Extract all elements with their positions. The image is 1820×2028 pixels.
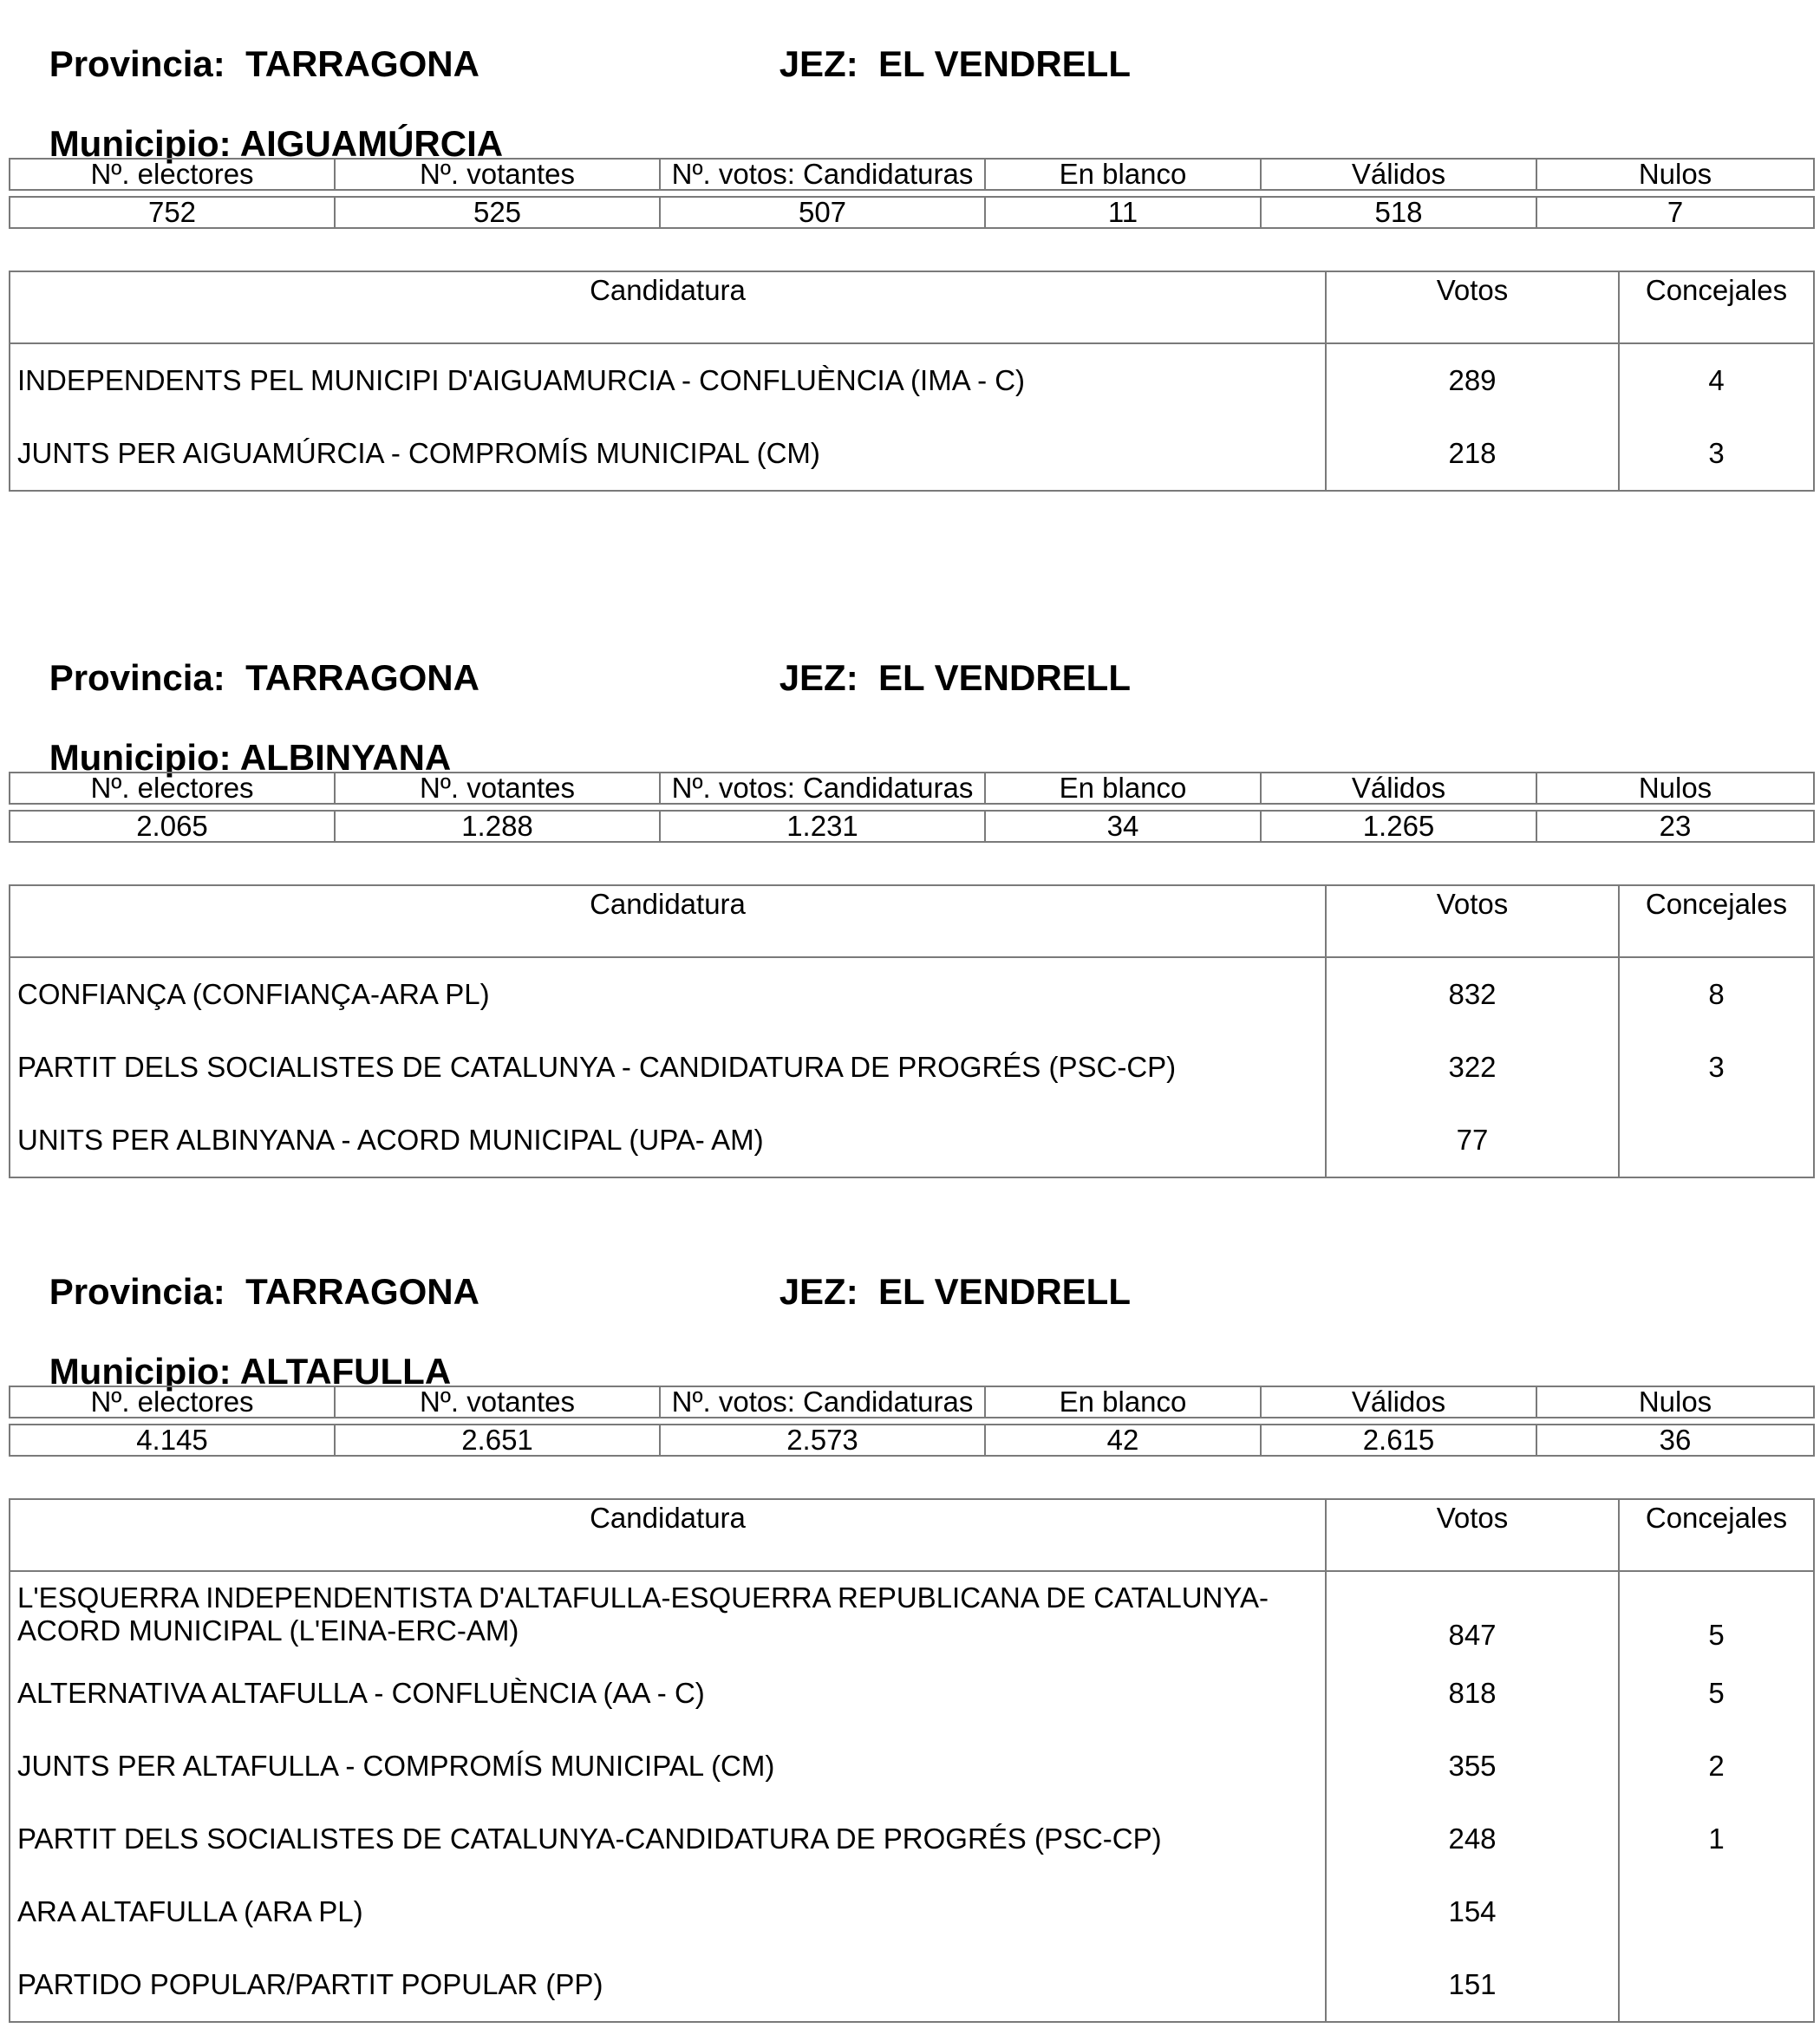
jez-heading: [739, 1229, 1131, 1354]
stats-header-nulos: Nulos: [1536, 773, 1814, 804]
candidatura-row: [10, 1948, 1814, 2022]
jez-label: JEZ:: [779, 43, 858, 84]
stats-header-en-blanco: En blanco: [985, 159, 1261, 190]
candidatura-votos: 248: [1326, 1803, 1619, 1875]
stats-header-votos-candidaturas: Nº. votos: Candidaturas: [660, 773, 985, 804]
candidatura-votos: 289: [1326, 343, 1619, 417]
stats-header-validos: Válidos: [1261, 773, 1536, 804]
jez-value: EL VENDRELL: [878, 1271, 1131, 1312]
stats-header-electores: Nº. electores: [10, 773, 335, 804]
candidatura-row: [10, 1730, 1814, 1803]
provincia-label: Provincia:: [49, 1271, 225, 1312]
stats-value-en-blanco: 34: [985, 811, 1261, 842]
candidatura-name: PARTIDO POPULAR/PARTIT POPULAR (PP): [17, 1968, 603, 2000]
candidatura-row: [10, 1031, 1814, 1104]
stats-spacer-row: [10, 804, 1814, 811]
candidatura-votos: 154: [1326, 1875, 1619, 1948]
stats-table: [9, 1386, 1815, 1457]
stats-header-votantes: Nº. votantes: [335, 159, 660, 190]
stats-value-en-blanco: 11: [985, 197, 1261, 228]
provincia-label: Provincia:: [49, 657, 225, 698]
stats-value-nulos: 7: [1536, 197, 1814, 228]
header-candidatura: Candidatura: [10, 1499, 1326, 1571]
stats-value-votos-candidaturas: 507: [660, 197, 985, 228]
candidatura-concejales: [1619, 1948, 1814, 2022]
candidatura-concejales: 3: [1619, 1031, 1814, 1104]
stats-value-row: [10, 1425, 1814, 1456]
candidaturas-table: [9, 884, 1815, 1178]
candidatura-name: CONFIANÇA (CONFIANÇA-ARA PL): [17, 978, 490, 1010]
municipio-label: Municipio:: [49, 1351, 232, 1392]
candidatura-votos: 847: [1326, 1571, 1619, 1657]
stats-header-votantes: Nº. votantes: [335, 1386, 660, 1418]
municipio-value: ALTAFULLA: [239, 1351, 452, 1392]
candidatura-name: ARA ALTAFULLA (ARA PL): [17, 1895, 363, 1927]
candidatura-name-line: ACORD MUNICIPAL (L'EINA-ERC-AM): [17, 1614, 519, 1647]
candidatura-concejales: 5: [1619, 1571, 1814, 1657]
stats-value-validos: 518: [1261, 197, 1536, 228]
candidaturas-header-row: [10, 271, 1814, 343]
jez-heading: [739, 616, 1131, 740]
provincia-label: Provincia:: [49, 43, 225, 84]
candidatura-concejales: 1: [1619, 1803, 1814, 1875]
candidatura-name: PARTIT DELS SOCIALISTES DE CATALUNYA-CANDIDATURA DE PROGRÉS (PSC-CP): [17, 1823, 1162, 1855]
stats-header-row: [10, 1386, 1814, 1418]
jez-heading: [739, 2, 1131, 127]
stats-table: [9, 772, 1815, 843]
header-concejales: Concejales: [1619, 885, 1814, 957]
stats-header-electores: Nº. electores: [10, 159, 335, 190]
candidatura-name: UNITS PER ALBINYANA - ACORD MUNICIPAL (UPA- AM): [17, 1124, 764, 1156]
stats-value-votos-candidaturas: 2.573: [660, 1425, 985, 1456]
jez-value: EL VENDRELL: [878, 43, 1131, 84]
header-votos: Votos: [1326, 1499, 1619, 1571]
jez-value: EL VENDRELL: [878, 657, 1131, 698]
stats-spacer-row: [10, 1418, 1814, 1425]
stats-value-validos: 1.265: [1261, 811, 1536, 842]
candidaturas-header-row: [10, 885, 1814, 957]
candidatura-votos: 322: [1326, 1031, 1619, 1104]
stats-header-electores: Nº. electores: [10, 1386, 335, 1418]
jez-label: JEZ:: [779, 657, 858, 698]
candidatura-votos: 832: [1326, 957, 1619, 1031]
municipio-value: ALBINYANA: [239, 737, 452, 778]
provincia-value: TARRAGONA: [245, 657, 479, 698]
candidatura-votos: 355: [1326, 1730, 1619, 1803]
stats-header-row: [10, 159, 1814, 190]
header-concejales: Concejales: [1619, 271, 1814, 343]
candidatura-concejales: 3: [1619, 417, 1814, 491]
candidatura-row: [10, 343, 1814, 417]
candidatura-row: [10, 1803, 1814, 1875]
header-concejales: Concejales: [1619, 1499, 1814, 1571]
candidatura-name: ALTERNATIVA ALTAFULLA - CONFLUÈNCIA (AA - C): [17, 1677, 705, 1709]
candidaturas-header-row: [10, 1499, 1814, 1571]
stats-value-electores: 752: [10, 197, 335, 228]
stats-value-row: [10, 811, 1814, 842]
stats-value-votos-candidaturas: 1.231: [660, 811, 985, 842]
stats-header-en-blanco: En blanco: [985, 1386, 1261, 1418]
candidatura-name: JUNTS PER ALTAFULLA - COMPROMÍS MUNICIPAL (CM): [17, 1750, 775, 1782]
candidatura-name: [10, 1571, 1326, 1657]
stats-header-votantes: Nº. votantes: [335, 773, 660, 804]
candidatura-name: PARTIT DELS SOCIALISTES DE CATALUNYA - CANDIDATURA DE PROGRÉS (PSC-CP): [17, 1051, 1177, 1083]
stats-value-validos: 2.615: [1261, 1425, 1536, 1456]
stats-value-votantes: 1.288: [335, 811, 660, 842]
candidatura-concejales: 2: [1619, 1730, 1814, 1803]
candidatura-votos: 218: [1326, 417, 1619, 491]
candidatura-row: [10, 1571, 1814, 1657]
stats-value-nulos: 36: [1536, 1425, 1814, 1456]
header-votos: Votos: [1326, 885, 1619, 957]
header-votos: Votos: [1326, 271, 1619, 343]
stats-header-votos-candidaturas: Nº. votos: Candidaturas: [660, 159, 985, 190]
provincia-value: TARRAGONA: [245, 1271, 479, 1312]
stats-value-electores: 4.145: [10, 1425, 335, 1456]
candidatura-concejales: 4: [1619, 343, 1814, 417]
provincia-value: TARRAGONA: [245, 43, 479, 84]
stats-header-nulos: Nulos: [1536, 159, 1814, 190]
municipio-label: Municipio:: [49, 737, 232, 778]
stats-spacer-row: [10, 190, 1814, 197]
municipio-value: AIGUAMÚRCIA: [239, 123, 504, 164]
stats-value-votantes: 525: [335, 197, 660, 228]
stats-header-votos-candidaturas: Nº. votos: Candidaturas: [660, 1386, 985, 1418]
candidatura-votos: 77: [1326, 1104, 1619, 1177]
candidatura-row: [10, 1104, 1814, 1177]
municipio-label: Municipio:: [49, 123, 232, 164]
stats-header-en-blanco: En blanco: [985, 773, 1261, 804]
candidaturas-table: [9, 1498, 1815, 2023]
stats-value-en-blanco: 42: [985, 1425, 1261, 1456]
jez-label: JEZ:: [779, 1271, 858, 1312]
candidatura-name: JUNTS PER AIGUAMÚRCIA - COMPROMÍS MUNICIPAL (CM): [17, 437, 820, 469]
candidatura-concejales: 8: [1619, 957, 1814, 1031]
stats-value-electores: 2.065: [10, 811, 335, 842]
candidatura-name-line: L'ESQUERRA INDEPENDENTISTA D'ALTAFULLA-ESQUERRA REPUBLICANA DE CATALUNYA-: [17, 1581, 1269, 1614]
stats-value-votantes: 2.651: [335, 1425, 660, 1456]
stats-value-row: [10, 197, 1814, 228]
stats-header-nulos: Nulos: [1536, 1386, 1814, 1418]
candidatura-row: [10, 957, 1814, 1031]
header-candidatura: Candidatura: [10, 271, 1326, 343]
candidaturas-table: [9, 271, 1815, 492]
candidatura-row: [10, 417, 1814, 491]
stats-header-validos: Válidos: [1261, 159, 1536, 190]
candidatura-row: [10, 1657, 1814, 1730]
stats-header-row: [10, 773, 1814, 804]
stats-value-nulos: 23: [1536, 811, 1814, 842]
candidatura-concejales: [1619, 1104, 1814, 1177]
candidatura-votos: 818: [1326, 1657, 1619, 1730]
candidatura-concejales: [1619, 1875, 1814, 1948]
header-candidatura: Candidatura: [10, 885, 1326, 957]
candidatura-row: [10, 1875, 1814, 1948]
candidatura-concejales: 5: [1619, 1657, 1814, 1730]
stats-table: [9, 158, 1815, 229]
candidatura-votos: 151: [1326, 1948, 1619, 2022]
candidatura-name: INDEPENDENTS PEL MUNICIPI D'AIGUAMURCIA - CONFLUÈNCIA (IMA - C): [17, 364, 1026, 396]
stats-header-validos: Válidos: [1261, 1386, 1536, 1418]
